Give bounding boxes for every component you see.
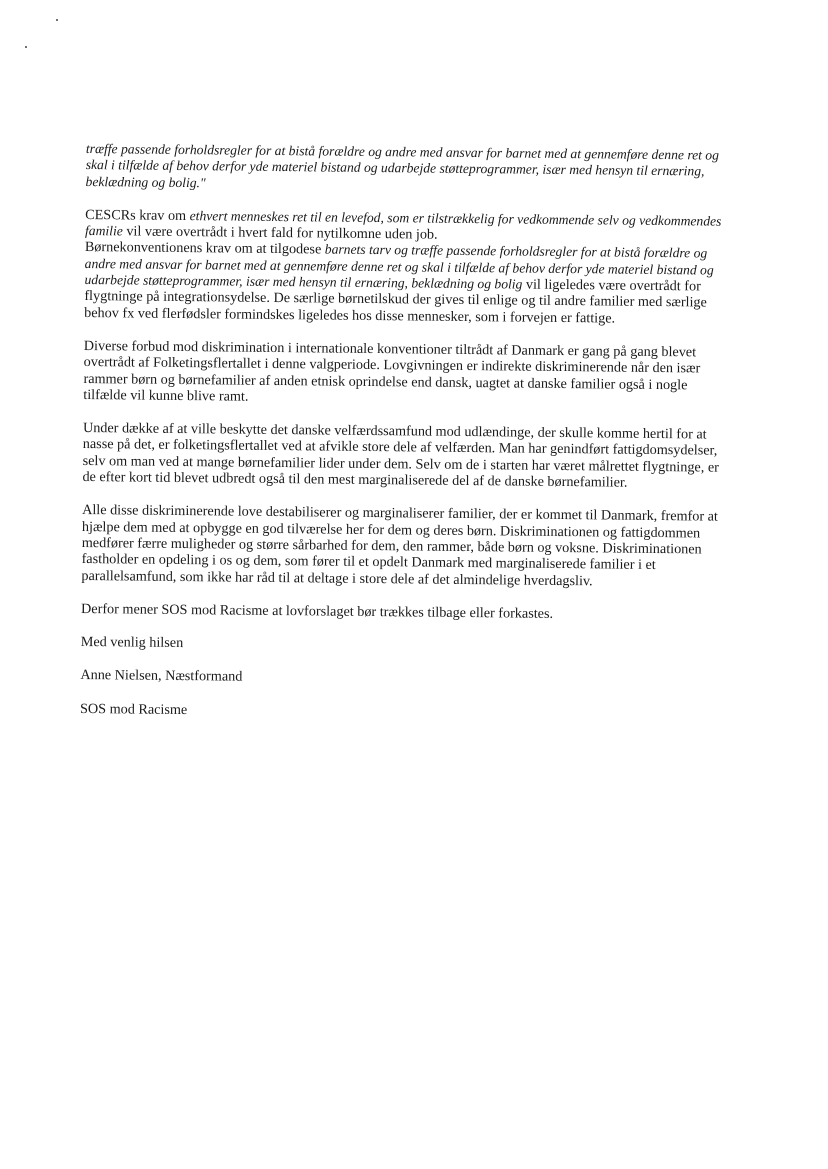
quote-continuation: træffe passende forholdsregler for at bistå forældre og andre med ansvar for barnet med at gennemføre denne ret og skal i tilfælde af behov derfor yde materiel bistand og udarbejde støtteprogrammer, især med hensyn til ernæring, beklædning og bolig." [85,141,720,190]
paragraph-welfare: Under dække af at ville beskytte det danske velfærdssamfund mod udlændinge, der skulle komme hertil for at nasse på det, er folketingsflertallet ved at afvikle store dele af velfærden. Man har genindført fattigdomsydelser, selv om man ved at mange børnefamilier lider under dem. Selv om de i starten har været målrettet flygtninge, er de efter kort tid blevet udbredt også til den mest marginaliserede del af de danske børnefamilier. [82,420,719,491]
signer-name: Anne Nielsen, Næstformand [80,667,243,686]
paragraph-text: Børnekonventionens krav om at tilgodese [84,239,325,258]
scan-speck [25,46,27,48]
paragraph-text: CESCRs krav om [85,206,190,224]
scan-speck [56,19,58,21]
paragraph-marginalization: Alle disse diskriminerende love destabiliserer og marginaliserer familier, der er kommet til Danmark, fremfor at hjælpe dem med at opbygge en god tilværelse her for dem og deres børn. Diskriminationen og fattigdommen medfører færre muligheder og større sårbarhed for dem, den rammer, både børn og voksne. Diskriminationen fastholder en opdeling i os og dem, som fører til et opdelt Danmark med marginaliserede familier i et parallelsamfund, som ikke har råd til at deltage i store dele af det almindelige hverdagsliv. [81,502,718,589]
organization-name: SOS mod Racisme [79,700,188,718]
paragraph-text: vil ligeledes være overtrådt for flygtninge på integrationsydelse. De særlige børnetilskud der gives til enlige og til andre familier med særlige behov fx ved flerfødsler formindskes ligeledes hos disse mennesker, som i forvejen er fattige. [84,276,707,327]
conclusion: Derfor mener SOS mod Racisme at lovforslaget bør trækkes tilbage eller forkastes. [81,600,554,622]
quoted-text: ethvert menneskes ret til en levefod, som er tilstrækkelig for vedkommende selv og vedkommendes familie [84,207,722,239]
quoted-text: barnets tarv og træffe passende forholdsregler for at bistå forældre og andre med ansvar for barnet med at gennemføre denne ret og skal i tilfælde af behov derfor yde materiel bistand og udarbejde støtteprogrammer, især med hensyn til ernæring, beklædning og bolig [84,241,714,292]
paragraph-discrimination-bans: Diverse forbud mod diskrimination i internationale konventioner tiltrådt af Danmark er gang på gang blevet overtrådt af Folketingsflertallet i denne valgperiode. Lovgivningen er indirekte diskriminerende når den især rammer børn og børnefamilier af anden etnisk oprindelse end dansk, uagtet at danske familier også i nogle tilfælde vil kunne blive ramt. [83,337,701,405]
paragraph-rights-requirements [84,207,735,328]
paragraph-text: vil være overtrådt i hvert fald for nytilkomne uden job. [122,223,438,243]
letter-body [80,141,736,741]
closing-greeting: Med venlig hilsen [80,634,184,652]
